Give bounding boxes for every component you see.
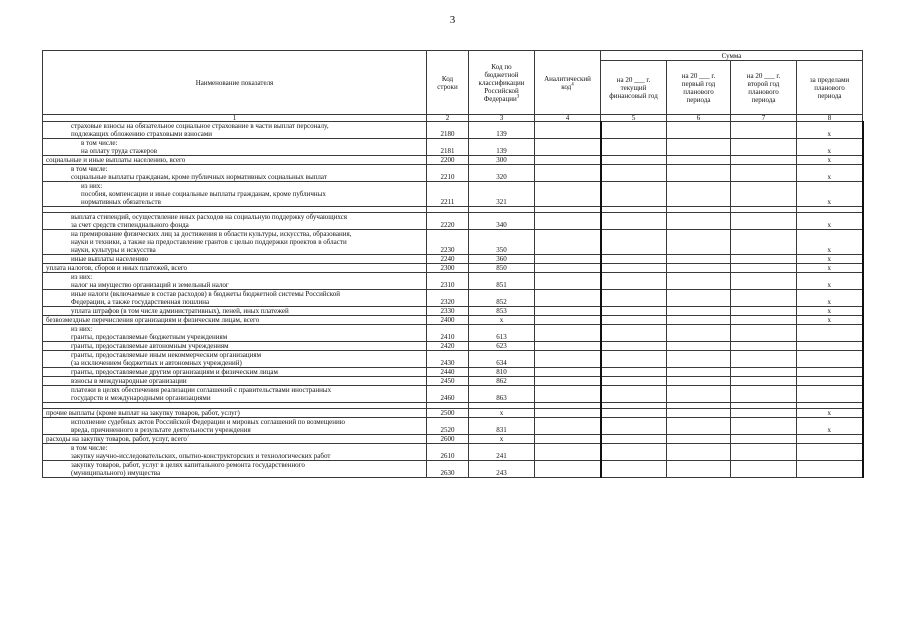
table-row — [43, 264, 863, 273]
amount-cell — [601, 461, 667, 478]
table-row — [43, 290, 863, 307]
amount-cell — [601, 156, 667, 165]
amount-cell — [535, 290, 601, 307]
amount-cell — [731, 213, 797, 230]
row-label-text: уплата налогов, сборов и иных платежей, всего — [46, 264, 188, 272]
beyond-period-cell — [797, 342, 863, 351]
amount-cell — [535, 368, 601, 377]
row-label — [43, 435, 427, 444]
table-row — [43, 386, 863, 403]
line-code: 2500 — [427, 409, 469, 418]
amount-cell — [601, 273, 667, 290]
beyond-period-cell: x — [797, 264, 863, 273]
amount-cell — [667, 435, 731, 444]
column-number: 7 — [731, 115, 797, 122]
row-label-text: страховые взносы на обязательное социальное страхование в части выплат персоналу, подлежащих обложению страховыми взносами — [71, 122, 329, 138]
row-label — [43, 213, 427, 230]
line-code: 2610 — [427, 444, 469, 461]
table-row — [43, 418, 863, 435]
row-label-note: 7 — [186, 434, 190, 440]
amount-cell — [535, 409, 601, 418]
header-budget-code — [469, 51, 535, 115]
line-code: 2211 — [427, 182, 469, 207]
row-label-text: прочие выплаты (кроме выплат на закупку товаров, работ, услуг) — [46, 409, 240, 417]
row-label — [43, 230, 427, 255]
beyond-period-cell: x — [797, 273, 863, 290]
amount-cell — [731, 351, 797, 368]
row-label-text: в том числе: на оплату труда стажеров — [81, 139, 158, 155]
row-label — [43, 264, 427, 273]
budget-code: 863 — [469, 386, 535, 403]
amount-cell — [535, 342, 601, 351]
amount-cell — [731, 290, 797, 307]
budget-code: 321 — [469, 182, 535, 207]
row-label-text: безвозмездные перечисления организациям и физическим лицам, всего — [46, 316, 260, 324]
amount-cell — [535, 255, 601, 264]
table-row — [43, 342, 863, 351]
table-row — [43, 409, 863, 418]
line-code: 2460 — [427, 386, 469, 403]
row-label — [43, 444, 427, 461]
row-label — [43, 409, 427, 418]
line-code: 2300 — [427, 264, 469, 273]
amount-cell — [667, 165, 731, 182]
row-label-text: расходы на закупку товаров, работ, услуг, всего — [46, 435, 187, 443]
amount-cell — [667, 122, 731, 139]
line-code: 2210 — [427, 165, 469, 182]
amount-cell — [601, 307, 667, 316]
budget-code: 852 — [469, 290, 535, 307]
amount-cell — [667, 182, 731, 207]
row-label — [43, 418, 427, 435]
line-code: 2450 — [427, 377, 469, 386]
beyond-period-cell: x — [797, 230, 863, 255]
line-code: 2430 — [427, 351, 469, 368]
row-label-text: гранты, предоставляемые автономным учреждениям — [71, 342, 229, 350]
amount-cell — [667, 342, 731, 351]
row-label-text: из них: налог на имущество организаций и земельный налог — [71, 273, 229, 289]
amount-cell — [667, 316, 731, 325]
table-row — [43, 156, 863, 165]
row-label — [43, 165, 427, 182]
amount-cell — [667, 230, 731, 255]
amount-cell — [731, 273, 797, 290]
header-analytic-code-text: Аналитический код — [544, 74, 591, 91]
amount-cell — [535, 165, 601, 182]
amount-cell — [601, 342, 667, 351]
amount-cell — [535, 461, 601, 478]
budget-code: 623 — [469, 342, 535, 351]
header-year-second: на 20 ___ г. второй год планового периода — [731, 61, 797, 115]
header-sum: Сумма — [601, 51, 863, 61]
budget-code: 360 — [469, 255, 535, 264]
amount-cell — [667, 418, 731, 435]
amount-cell — [731, 418, 797, 435]
amount-cell — [667, 139, 731, 156]
line-code: 2330 — [427, 307, 469, 316]
table-row — [43, 461, 863, 478]
budget-code: 862 — [469, 377, 535, 386]
plan-table — [42, 50, 864, 478]
beyond-period-cell: x — [797, 290, 863, 307]
row-label — [43, 461, 427, 478]
row-label-text: в том числе: социальные выплаты гражданам, кроме публичных нормативных социальных выплат — [71, 165, 327, 181]
table-body — [43, 122, 863, 478]
row-label-text: платежи в целях обеспечения реализации соглашений с правительствами иностранных государств и международными организациями — [71, 386, 332, 402]
row-label — [43, 351, 427, 368]
line-code: 2180 — [427, 122, 469, 139]
amount-cell — [535, 230, 601, 255]
amount-cell — [535, 307, 601, 316]
amount-cell — [535, 273, 601, 290]
beyond-period-cell — [797, 435, 863, 444]
amount-cell — [731, 444, 797, 461]
line-code: 2240 — [427, 255, 469, 264]
amount-cell — [731, 165, 797, 182]
row-label-text: иные выплаты населению — [71, 255, 149, 263]
row-label — [43, 182, 427, 207]
header-budget-code-text: Код по бюджетной классификации Российской Федерации — [478, 62, 525, 103]
line-code: 2220 — [427, 213, 469, 230]
line-code: 2440 — [427, 368, 469, 377]
amount-cell — [667, 264, 731, 273]
amount-cell — [667, 368, 731, 377]
amount-cell — [731, 255, 797, 264]
row-label-text: закупку товаров, работ, услуг в целях капитального ремонта государственного (муниципального) имущества — [71, 461, 305, 477]
amount-cell — [601, 230, 667, 255]
amount-cell — [601, 377, 667, 386]
row-label — [43, 307, 427, 316]
page-number: 3 — [449, 14, 456, 26]
budget-code: x — [469, 435, 535, 444]
beyond-period-cell — [797, 461, 863, 478]
amount-cell — [731, 461, 797, 478]
amount-cell — [535, 316, 601, 325]
amount-cell — [601, 418, 667, 435]
line-code: 2400 — [427, 316, 469, 325]
table-row — [43, 316, 863, 325]
column-number: 8 — [797, 115, 863, 122]
row-label — [43, 156, 427, 165]
amount-cell — [601, 165, 667, 182]
table-row — [43, 122, 863, 139]
header-name: Наименование показателя — [43, 51, 427, 115]
amount-cell — [535, 264, 601, 273]
beyond-period-cell: x — [797, 307, 863, 316]
amount-cell — [731, 342, 797, 351]
beyond-period-cell: x — [797, 409, 863, 418]
row-label-text: из них: пособия, компенсации и иные социальные выплаты гражданам, кроме публичных нормативных обязательств — [81, 182, 326, 206]
header-budget-code-note: 3 — [516, 94, 520, 100]
amount-cell — [601, 255, 667, 264]
amount-cell — [535, 156, 601, 165]
row-label-text: на премирование физических лиц за достижения в области культуры, искусства, образования, науки и техники, а также на предоставление грантов с целью поддержки проектов в области науки, культуры и искусства — [71, 230, 352, 254]
beyond-period-cell — [797, 386, 863, 403]
budget-code: 350 — [469, 230, 535, 255]
budget-code: 613 — [469, 325, 535, 342]
table-row — [43, 444, 863, 461]
beyond-period-cell — [797, 351, 863, 368]
row-label — [43, 290, 427, 307]
amount-cell — [667, 325, 731, 342]
amount-cell — [667, 377, 731, 386]
amount-cell — [667, 255, 731, 264]
table-row — [43, 351, 863, 368]
amount-cell — [667, 461, 731, 478]
beyond-period-cell: x — [797, 255, 863, 264]
table-row — [43, 307, 863, 316]
beyond-period-cell — [797, 377, 863, 386]
budget-code: 300 — [469, 156, 535, 165]
amount-cell — [601, 409, 667, 418]
amount-cell — [731, 316, 797, 325]
budget-code: 139 — [469, 139, 535, 156]
amount-cell — [731, 368, 797, 377]
column-number: 5 — [601, 115, 667, 122]
column-number: 6 — [667, 115, 731, 122]
amount-cell — [601, 290, 667, 307]
row-label-text: социальные и иные выплаты населению, всего — [46, 156, 186, 164]
amount-cell — [535, 182, 601, 207]
amount-cell — [601, 213, 667, 230]
amount-cell — [667, 156, 731, 165]
budget-code: 241 — [469, 444, 535, 461]
beyond-period-cell: x — [797, 316, 863, 325]
budget-code: 243 — [469, 461, 535, 478]
amount-cell — [601, 182, 667, 207]
line-code: 2320 — [427, 290, 469, 307]
column-number: 3 — [469, 115, 535, 122]
beyond-period-cell: x — [797, 418, 863, 435]
table-row — [43, 213, 863, 230]
line-code: 2630 — [427, 461, 469, 478]
header-line-code: Код строки — [427, 51, 469, 115]
amount-cell — [601, 368, 667, 377]
beyond-period-cell — [797, 368, 863, 377]
row-label — [43, 325, 427, 342]
line-code: 2200 — [427, 156, 469, 165]
amount-cell — [535, 122, 601, 139]
row-label — [43, 122, 427, 139]
amount-cell — [731, 377, 797, 386]
row-label — [43, 139, 427, 156]
budget-code: 810 — [469, 368, 535, 377]
amount-cell — [731, 264, 797, 273]
budget-code: 634 — [469, 351, 535, 368]
amount-cell — [667, 444, 731, 461]
table-row — [43, 368, 863, 377]
amount-cell — [535, 418, 601, 435]
row-label — [43, 255, 427, 264]
amount-cell — [667, 386, 731, 403]
header-analytic-code-note: 4 — [571, 82, 574, 88]
amount-cell — [731, 139, 797, 156]
amount-cell — [731, 435, 797, 444]
line-code: 2420 — [427, 342, 469, 351]
amount-cell — [535, 386, 601, 403]
line-code: 2310 — [427, 273, 469, 290]
budget-code: 340 — [469, 213, 535, 230]
table-row — [43, 325, 863, 342]
amount-cell — [601, 325, 667, 342]
amount-cell — [667, 273, 731, 290]
line-code: 2181 — [427, 139, 469, 156]
amount-cell — [601, 122, 667, 139]
amount-cell — [601, 264, 667, 273]
header-year-current: на 20 ___ г. текущий финансовый год — [601, 61, 667, 115]
amount-cell — [601, 444, 667, 461]
beyond-period-cell — [797, 325, 863, 342]
amount-cell — [535, 139, 601, 156]
line-code: 2600 — [427, 435, 469, 444]
budget-code: 853 — [469, 307, 535, 316]
header-beyond: за пределами планового периода — [797, 61, 863, 115]
amount-cell — [535, 444, 601, 461]
beyond-period-cell: x — [797, 182, 863, 207]
budget-code: x — [469, 316, 535, 325]
column-number: 1 — [43, 115, 427, 122]
amount-cell — [535, 435, 601, 444]
row-label-text: гранты, предоставляемые другим организациям и физическим лицам — [71, 368, 278, 376]
table-row — [43, 182, 863, 207]
amount-cell — [601, 139, 667, 156]
table-row — [43, 165, 863, 182]
amount-cell — [601, 351, 667, 368]
budget-code: x — [469, 409, 535, 418]
amount-cell — [667, 351, 731, 368]
amount-cell — [731, 122, 797, 139]
row-label — [43, 386, 427, 403]
beyond-period-cell: x — [797, 139, 863, 156]
amount-cell — [731, 156, 797, 165]
table-row — [43, 273, 863, 290]
amount-cell — [731, 307, 797, 316]
row-label-text: уплата штрафов (в том числе административных), пеней, иных платежей — [71, 307, 289, 315]
budget-code: 831 — [469, 418, 535, 435]
amount-cell — [731, 230, 797, 255]
header-year-first: на 20 ___ г. первый год планового периода — [667, 61, 731, 115]
row-label — [43, 377, 427, 386]
row-label-text: взносы в международные организации — [71, 377, 187, 385]
budget-code: 850 — [469, 264, 535, 273]
table-row — [43, 435, 863, 444]
beyond-period-cell: x — [797, 165, 863, 182]
row-label-text: иные налоги (включаемые в состав расходов) в бюджеты бюджетной системы Российской Федерации, а также государственная пошлина — [71, 290, 340, 306]
budget-code: 320 — [469, 165, 535, 182]
beyond-period-cell: x — [797, 122, 863, 139]
amount-cell — [667, 290, 731, 307]
row-label — [43, 342, 427, 351]
amount-cell — [535, 213, 601, 230]
amount-cell — [731, 409, 797, 418]
amount-cell — [601, 435, 667, 444]
beyond-period-cell — [797, 444, 863, 461]
table-row — [43, 139, 863, 156]
amount-cell — [535, 325, 601, 342]
beyond-period-cell: x — [797, 213, 863, 230]
row-label-text: исполнение судебных актов Российской Федерации и мировых соглашений по возмещению вреда, причиненного в результате деятельности учреждения — [71, 418, 346, 434]
row-label-text: гранты, предоставляемые иным некоммерческим организациям (за исключением бюджетных и автономных учреждений) — [71, 351, 262, 367]
column-number: 4 — [535, 115, 601, 122]
amount-cell — [731, 386, 797, 403]
amount-cell — [535, 377, 601, 386]
row-label-text: в том числе: закупку научно-исследовательских, опытно-конструкторских и технологических работ — [71, 444, 331, 460]
line-code: 2230 — [427, 230, 469, 255]
table-row — [43, 255, 863, 264]
budget-code: 139 — [469, 122, 535, 139]
amount-cell — [601, 316, 667, 325]
row-label — [43, 273, 427, 290]
row-label-text: выплата стипендий, осуществление иных расходов на социальную поддержку обучающихся за счет средств стипендиального фонда — [71, 213, 348, 229]
amount-cell — [601, 386, 667, 403]
column-numbers-row — [43, 115, 863, 122]
amount-cell — [667, 409, 731, 418]
line-code: 2410 — [427, 325, 469, 342]
row-label-text: из них: гранты, предоставляемые бюджетным учреждениям — [71, 325, 228, 341]
amount-cell — [535, 351, 601, 368]
line-code: 2520 — [427, 418, 469, 435]
beyond-period-cell: x — [797, 156, 863, 165]
amount-cell — [667, 213, 731, 230]
table-row — [43, 377, 863, 386]
amount-cell — [731, 182, 797, 207]
amount-cell — [731, 325, 797, 342]
row-label — [43, 316, 427, 325]
column-number: 2 — [427, 115, 469, 122]
budget-code: 851 — [469, 273, 535, 290]
table-row — [43, 230, 863, 255]
amount-cell — [667, 307, 731, 316]
header-analytic-code — [535, 51, 601, 115]
row-label — [43, 368, 427, 377]
